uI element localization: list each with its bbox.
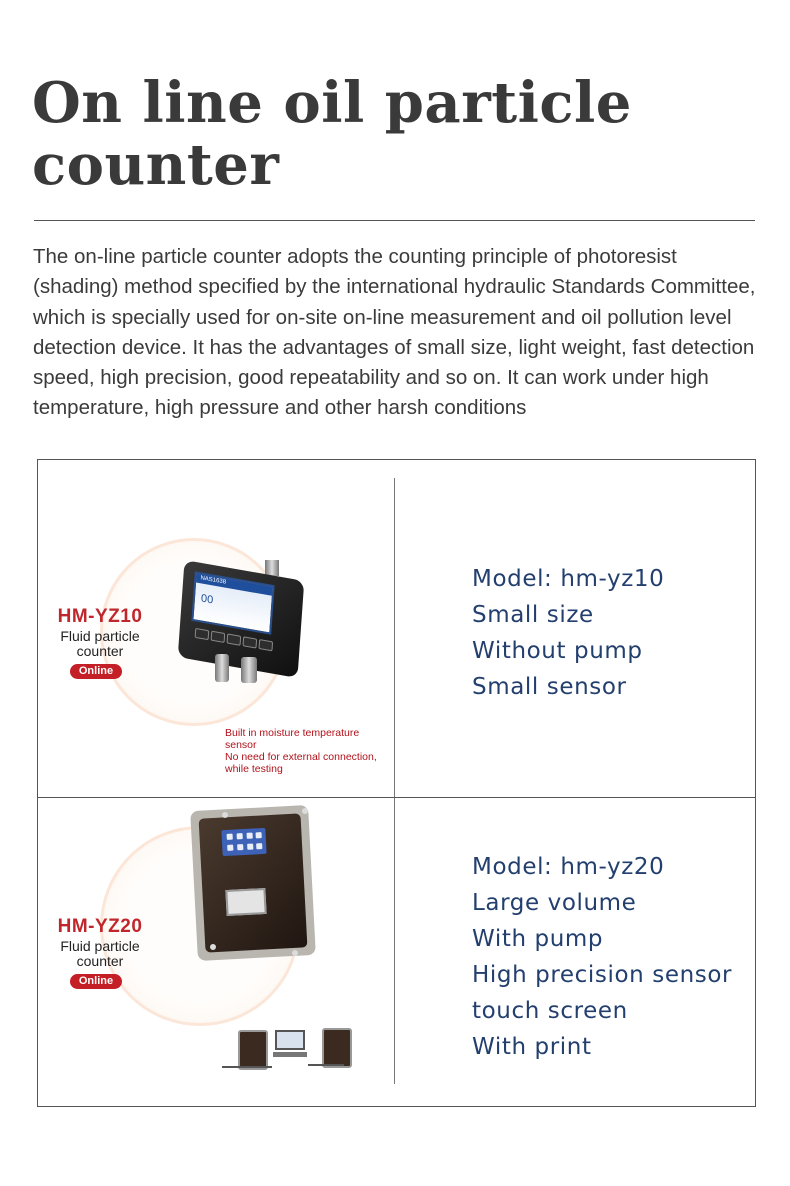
page-title [32,72,752,196]
product-model-name: HM-YZ20 [57,916,143,937]
product-description-line1: Fluid particle [60,938,140,954]
spec-list-yz20 [472,849,732,1065]
mini-device-right [322,1028,352,1068]
product-description-line2: counter [76,643,124,659]
spec-item: With pump [472,926,604,952]
note-line: sensor [225,739,257,751]
product-image-cell-yz20 [38,798,394,1108]
note-line: while testing [225,763,283,775]
note-line: Built in moisture temperature [225,727,360,739]
spec-item: Model: hm-yz10 [472,566,665,592]
online-badge: Online [70,974,122,989]
system-setup-image [218,1028,358,1073]
bottom-connector-right [241,657,257,683]
spec-list-yz10 [472,561,664,705]
intro-paragraph: The on-line particle counter adopts the counting principle of photoresist (shading) method specified by the international hydraulic Standards Committee, which is specially used for on-site on-line measurement and oil pollution level detection device. It has the advantages of small size, light weight, fast detection speed, high precision, good repeatability and so on. It can work under high temperature, high pressure and other harsh conditions [33,245,756,420]
laptop-icon [273,1030,305,1064]
product-image-cell-yz10 [38,460,394,797]
spec-item: Small sensor [472,674,627,700]
printer-slot [225,888,266,916]
spec-item: touch screen [472,998,628,1024]
online-badge: Online [70,664,122,679]
screen-title: NAS1638 [200,575,227,586]
corner-screw [302,808,308,814]
bottom-connector-left [215,654,229,682]
corner-screw [222,812,228,818]
product-comparison-table [37,459,756,1107]
title-line-2: counter [32,132,280,198]
hm-yz10-device-image [163,560,303,685]
spec-item: With print [472,1034,592,1060]
product-description-line2: counter [76,953,124,969]
spec-item: Without pump [472,638,643,664]
spec-item: High precision sensor [472,962,733,988]
spec-item: Large volume [472,890,637,916]
mini-device-left [238,1030,268,1070]
corner-screw [210,944,216,950]
connection-cable [222,1066,272,1068]
spec-item: Model: hm-yz20 [472,854,665,880]
column-divider-2 [394,798,395,1084]
product-description-line1: Fluid particle [60,628,140,644]
hm-yz20-device-image [188,804,328,969]
corner-screw [292,950,298,956]
device-display [221,828,266,856]
spec-item: Small size [472,602,594,628]
title-line-1: On line oil particle [32,70,632,136]
connection-cable [308,1064,344,1066]
note-line: No need for external connection, [225,751,377,763]
product-model-name: HM-YZ10 [57,606,143,627]
screen-value: 00 [200,592,214,607]
feature-note [225,727,395,775]
title-divider [34,220,755,221]
